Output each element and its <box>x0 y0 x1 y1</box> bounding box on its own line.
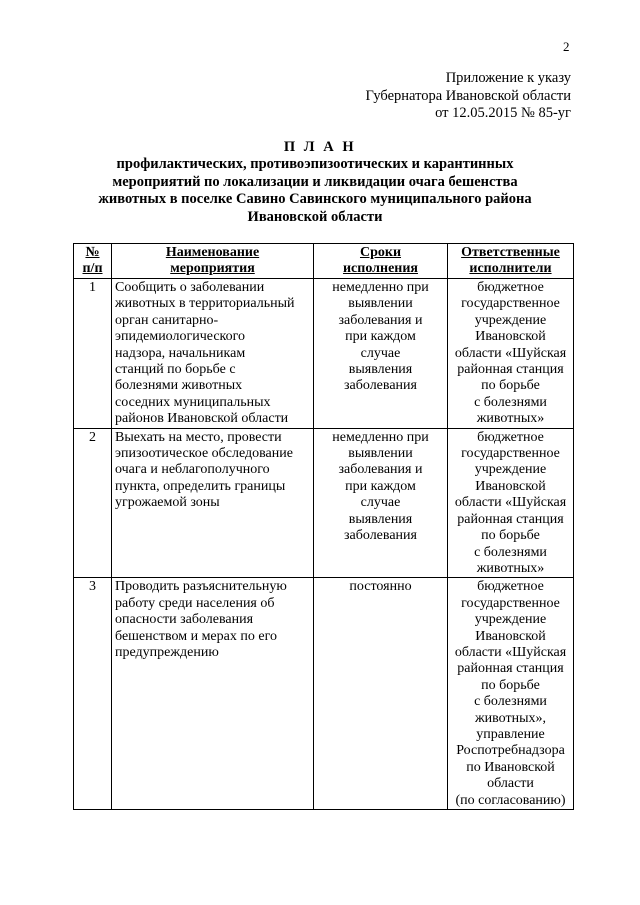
cell-line: с болезнями <box>474 544 547 560</box>
activity-cell <box>112 279 314 429</box>
activity-cell <box>112 578 314 810</box>
cell-line: по борьбе <box>481 677 540 693</box>
header-text: исполнения <box>342 261 418 277</box>
header-text: мероприятия <box>170 261 255 277</box>
appendix-line: Губернатора Ивановской области <box>365 87 571 104</box>
cell-line: надзора, начальникам <box>115 345 246 361</box>
row-number-cell: 3 <box>74 578 112 810</box>
appendix-header <box>366 70 571 123</box>
cell-line: учреждение <box>474 612 547 628</box>
table-row <box>74 428 574 578</box>
cell-line: эпизоотическое обследование <box>115 446 293 462</box>
cell-line: Выехать на место, провести <box>115 429 282 445</box>
subtitle-line: профилактических, противоэпизоотических и карантинных <box>116 156 514 172</box>
cell-line: по борьбе <box>481 378 540 394</box>
cell-line: орган санитарно- <box>115 312 219 328</box>
header-num <box>74 244 112 279</box>
cell-line: выявлении <box>348 446 413 462</box>
cell-line: учреждение <box>474 462 547 478</box>
cell-line: районная станция <box>457 511 564 527</box>
cell-line: выявлении <box>348 296 413 312</box>
cell-line: случае <box>360 495 401 511</box>
document-title: П Л А Н <box>283 139 357 155</box>
cell-line: при каждом <box>345 329 416 345</box>
cell-line: болезнями животных <box>115 378 243 394</box>
header-text: исполнители <box>469 261 552 277</box>
header-text: п/п <box>82 261 103 277</box>
subtitle-line: животных в поселке Савино Савинского муниципального района <box>98 191 532 208</box>
cell-line: очага и неблагополучного <box>115 462 270 478</box>
appendix-line: Приложение к указу <box>445 70 571 86</box>
cell-line: районов Ивановской области <box>115 411 289 427</box>
cell-line: выявления <box>348 511 413 527</box>
cell-line: угрожаемой зоны <box>115 495 220 511</box>
cell-line: животных» <box>476 411 545 427</box>
cell-line: области «Шуйская <box>454 495 567 511</box>
cell-line: бешенством и мерах по его <box>115 628 277 644</box>
cell-line: работу среди населения об <box>115 595 275 611</box>
cell-line: опасности заболевания <box>115 612 254 628</box>
document-subtitle <box>60 156 570 226</box>
cell-line: станций по борьбе с <box>115 362 236 378</box>
cell-line: выявления <box>348 362 413 378</box>
cell-line: Роспотребнадзора <box>456 743 565 759</box>
cell-line: Ивановской <box>475 478 546 494</box>
cell-line: с болезнями <box>474 694 547 710</box>
cell-line: бюджетное <box>477 579 544 595</box>
page-number: 2 <box>563 39 570 54</box>
cell-line: по Ивановской <box>466 759 555 775</box>
cell-line: государственное <box>461 446 560 462</box>
row-number-cell: 2 <box>74 428 112 578</box>
cell-line: области «Шуйская <box>454 345 567 361</box>
deadline-cell <box>314 428 448 578</box>
cell-line: постоянно <box>349 579 412 595</box>
executor-cell <box>448 279 574 429</box>
cell-line: немедленно при <box>332 429 429 445</box>
cell-line: соседних муниципальных <box>115 394 271 410</box>
table-header-row <box>74 244 574 279</box>
executor-cell <box>448 578 574 810</box>
cell-line: при каждом <box>345 478 416 494</box>
cell-line: государственное <box>461 595 560 611</box>
cell-line: немедленно при <box>332 280 429 295</box>
header-text: Наименование <box>165 245 260 260</box>
cell-line: по борьбе <box>481 528 540 544</box>
subtitle-line: мероприятий по локализации и ликвидации очага бешенства <box>112 173 518 190</box>
cell-line: животных» <box>476 560 545 576</box>
cell-line: заболевания и <box>338 312 423 328</box>
row-number-cell: 1 <box>74 279 112 429</box>
executor-cell <box>448 428 574 578</box>
cell-line: управление <box>476 726 545 742</box>
cell-line: животных», <box>474 710 546 726</box>
cell-line: Ивановской <box>475 628 546 644</box>
cell-line: районная станция <box>457 661 564 677</box>
cell-line: заболевания <box>344 378 417 394</box>
header-executors <box>448 244 574 279</box>
cell-line: случае <box>360 345 401 361</box>
cell-line: Сообщить о заболевании <box>115 280 265 295</box>
cell-line: области <box>487 776 534 792</box>
cell-line: предупреждению <box>115 644 219 660</box>
cell-line: Ивановской <box>475 329 546 345</box>
header-text: Сроки <box>359 245 402 260</box>
cell-line: с болезнями <box>474 394 547 410</box>
cell-line: районная станция <box>457 362 564 378</box>
header-name <box>112 244 314 279</box>
deadline-cell <box>314 578 448 810</box>
cell-line: государственное <box>461 296 560 312</box>
cell-line: животных в территориальный <box>115 296 295 312</box>
appendix-line: от 12.05.2015 № 85-уг <box>435 105 571 121</box>
cell-line: заболевания и <box>338 462 423 478</box>
header-terms <box>314 244 448 279</box>
subtitle-line: Ивановской области <box>247 208 383 225</box>
deadline-cell <box>314 279 448 429</box>
table-body <box>74 279 574 810</box>
plan-table <box>73 243 574 810</box>
cell-line: области «Шуйская <box>454 644 567 660</box>
cell-line: пункта, определить границы <box>115 478 286 494</box>
header-text: № <box>85 245 100 260</box>
cell-line: бюджетное <box>477 280 544 295</box>
cell-line: эпидемиологического <box>115 329 246 345</box>
cell-line: бюджетное <box>477 429 544 445</box>
table-row <box>74 279 574 429</box>
cell-line: заболевания <box>344 528 417 544</box>
table-row <box>74 578 574 810</box>
cell-line: (по согласованию) <box>455 792 566 808</box>
cell-line: Проводить разъяснительную <box>115 579 287 595</box>
activity-cell <box>112 428 314 578</box>
header-text: Ответственные <box>461 245 560 260</box>
cell-line: учреждение <box>474 312 547 328</box>
